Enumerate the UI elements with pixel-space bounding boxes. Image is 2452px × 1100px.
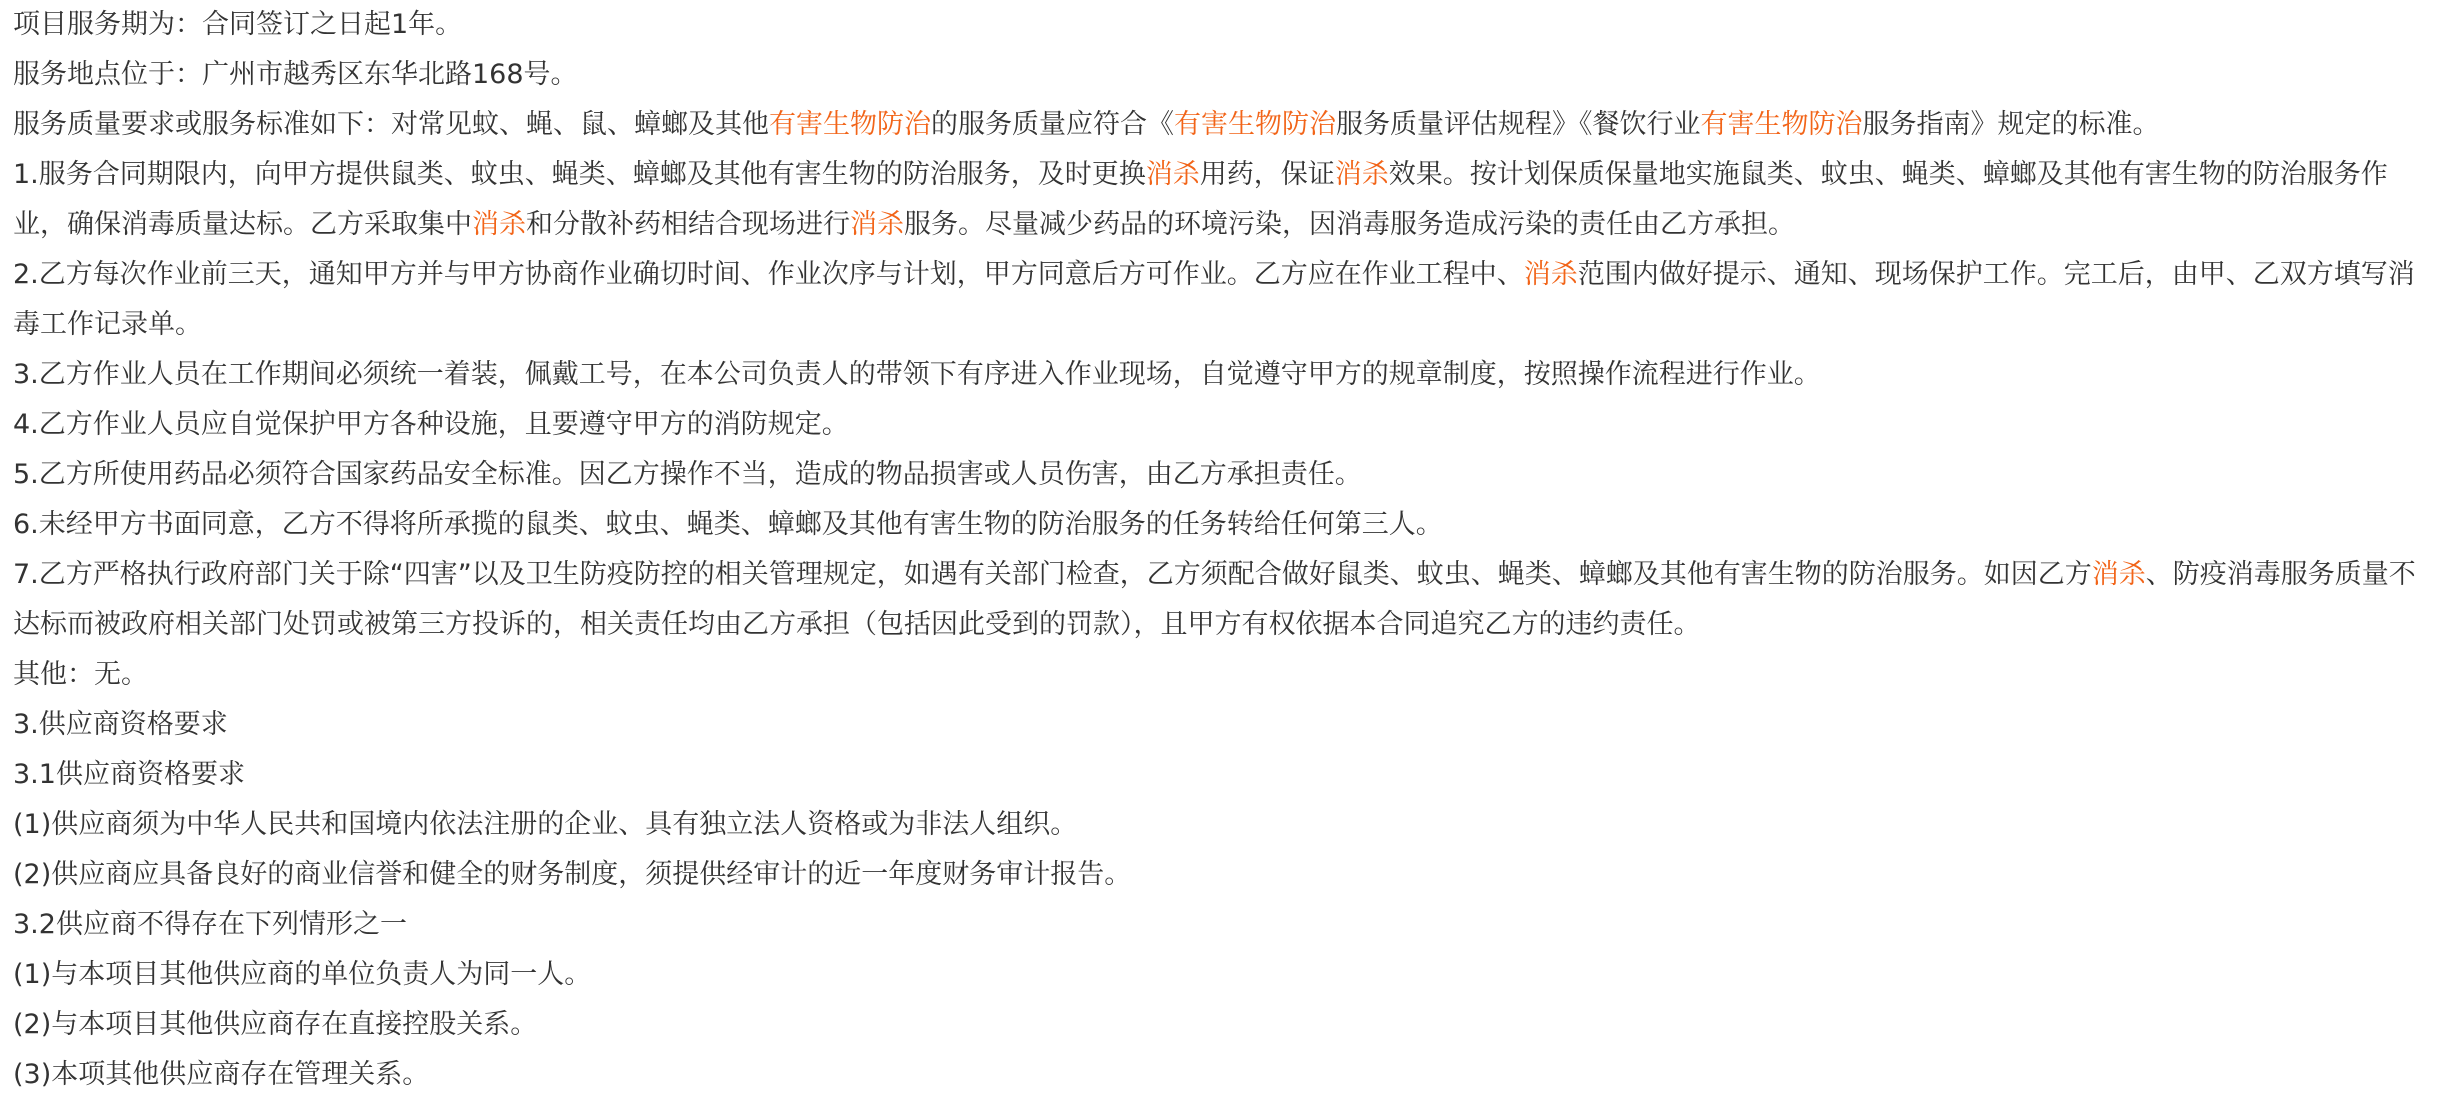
highlighted-keyword: 消杀 <box>472 209 526 240</box>
paragraph <box>13 1050 2440 1100</box>
highlighted-keyword: 消杀 <box>1145 159 1200 190</box>
text-segment: 效果。按计划保质保量地实施鼠类、蚊虫、蝇类、蟑螂及其他有害生物的防治服务作业，确保消毒质量达标。乙方采取集中 <box>13 159 2388 240</box>
text-segment: 用药，保证 <box>1199 159 1335 190</box>
text-segment: 其他：无。 <box>13 659 148 690</box>
text-segment: 1.服务合同期限内，向甲方提供鼠类、蚊虫、蝇类、蟑螂及其他有害生物的防治服务，及时更换 <box>13 159 1146 190</box>
paragraph <box>13 700 2440 750</box>
paragraph <box>13 500 2440 550</box>
text-segment: 5.乙方所使用药品必须符合国家药品安全标准。因乙方操作不当，造成的物品损害或人员伤害，由乙方承担责任。 <box>13 459 1362 490</box>
paragraph <box>13 550 2440 650</box>
text-segment: 范围内做好提示、通知、现场保护工作。完工后，由甲、乙双方填写消毒工作记录单。 <box>13 259 2415 340</box>
text-segment: 服务地点位于：广州市越秀区东华北路168号。 <box>13 59 578 90</box>
paragraph <box>13 850 2440 900</box>
text-segment: (3)本项其他供应商存在管理关系。 <box>13 1059 430 1090</box>
text-segment: 服务。尽量减少药品的环境污染，因消毒服务造成污染的责任由乙方承担。 <box>904 209 1795 240</box>
text-segment: 3.乙方作业人员在工作期间必须统一着装，佩戴工号，在本公司负责人的带领下有序进入作业现场，自觉遵守甲方的规章制度，按照操作流程进行作业。 <box>13 359 1821 390</box>
highlighted-keyword: 消杀 <box>2091 559 2146 590</box>
text-segment: 3.1供应商资格要求 <box>13 759 245 790</box>
text-segment: 2.乙方每次作业前三天，通知甲方并与甲方协商作业确切时间、作业次序与计划，甲方同意后方可作业。乙方应在作业工程中、 <box>13 259 1524 290</box>
paragraph <box>13 1000 2440 1050</box>
text-segment: 4.乙方作业人员应自觉保护甲方各种设施，且要遵守甲方的消防规定。 <box>13 409 849 440</box>
text-segment: (1)与本项目其他供应商的单位负责人为同一人。 <box>13 959 592 990</box>
paragraph <box>13 450 2440 500</box>
highlighted-keyword: 有害生物防治 <box>1174 109 1336 140</box>
text-segment: (2)与本项目其他供应商存在直接控股关系。 <box>13 1009 538 1040</box>
highlighted-keyword: 消杀 <box>850 209 904 240</box>
text-segment: 的服务质量应符合《 <box>931 109 1174 140</box>
paragraph <box>13 350 2440 400</box>
text-segment: 6.未经甲方书面同意，乙方不得将所承揽的鼠类、蚊虫、蝇类、蟑螂及其他有害生物的防治服务的任务转给任何第三人。 <box>13 509 1443 540</box>
text-segment: 和分散补药相结合现场进行 <box>526 209 850 240</box>
paragraph <box>13 250 2440 350</box>
text-segment: 项目服务期为：合同签订之日起1年。 <box>13 9 463 40</box>
paragraph <box>13 100 2440 150</box>
text-segment: 、防疫消毒服务质量不达标而被政府相关部门处罚或被第三方投诉的，相关责任均由乙方承担（包括因此受到的罚款），且甲方有权依据本合同追究乙方的违约责任。 <box>13 559 2416 640</box>
text-segment: 3.供应商资格要求 <box>13 709 228 740</box>
paragraph <box>13 750 2440 800</box>
text-segment: 7.乙方严格执行政府部门关于除“四害”以及卫生防疫防控的相关管理规定，如遇有关部门检查，乙方须配合做好鼠类、蚊虫、蝇类、蟑螂及其他有害生物的防治服务。如因乙方 <box>13 559 2092 590</box>
highlighted-keyword: 消杀 <box>1334 159 1389 190</box>
paragraph <box>13 950 2440 1000</box>
paragraph <box>13 900 2440 950</box>
highlighted-keyword: 消杀 <box>1523 259 1578 290</box>
highlighted-keyword: 有害生物防治 <box>1700 109 1863 140</box>
paragraph <box>13 800 2440 850</box>
text-segment: 服务质量要求或服务标准如下：对常见蚊、蝇、鼠、蟑螂及其他 <box>13 109 769 140</box>
text-segment: 3.2供应商不得存在下列情形之一 <box>13 909 407 940</box>
text-segment: 服务质量评估规程》《餐饮行业 <box>1336 109 1701 140</box>
text-segment: (2)供应商应具备良好的商业信誉和健全的财务制度，须提供经审计的近一年度财务审计报告。 <box>13 859 1132 890</box>
paragraph <box>13 150 2440 250</box>
paragraph <box>13 50 2440 100</box>
highlighted-keyword: 有害生物防治 <box>769 109 931 140</box>
paragraph <box>13 650 2440 700</box>
paragraph <box>13 0 2440 50</box>
text-segment: 服务指南》规定的标准。 <box>1862 109 2160 140</box>
paragraph <box>13 400 2440 450</box>
text-segment: (1)供应商须为中华人民共和国境内依法注册的企业、具有独立法人资格或为非法人组织。 <box>13 809 1078 840</box>
